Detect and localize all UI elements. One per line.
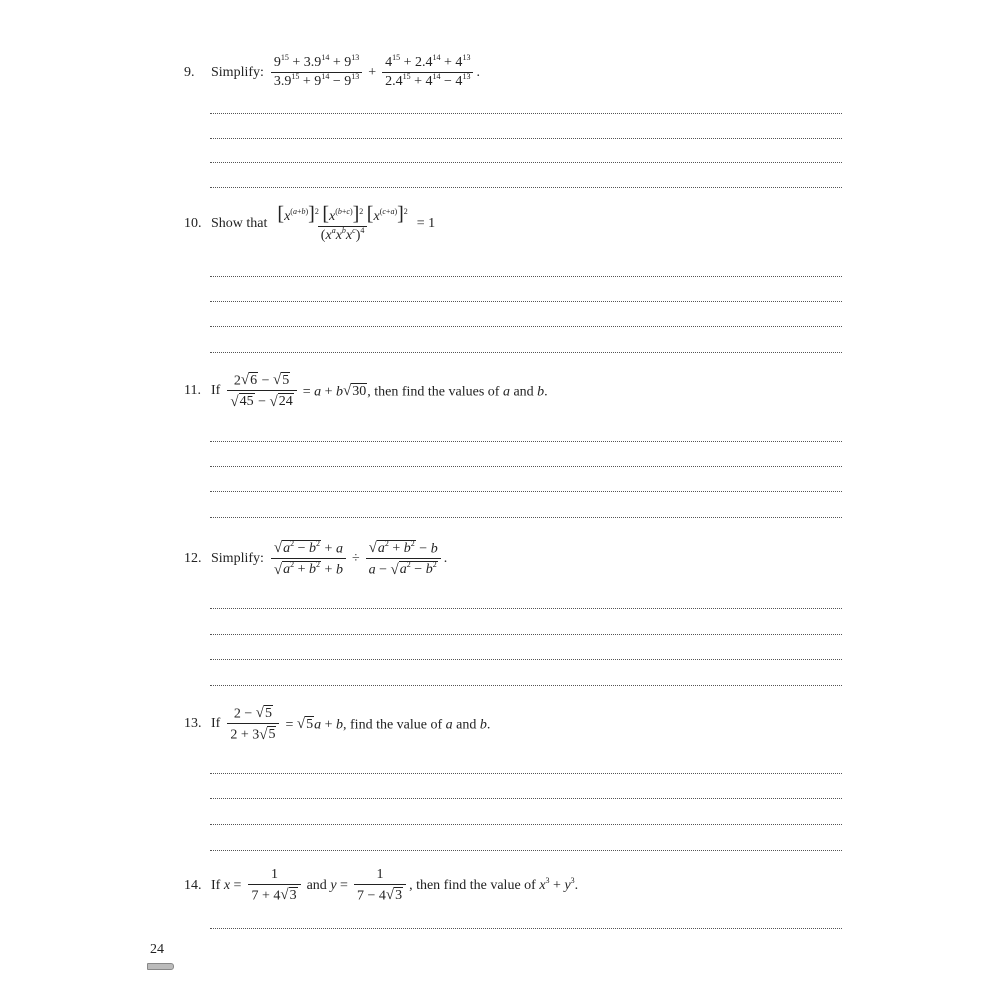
fraction-1 (227, 705, 279, 743)
fraction-2-numerator: 1 (376, 867, 384, 882)
operator: + (368, 64, 377, 80)
question-suffix: = a + b √ 30 , then find the values of a and b. (302, 383, 548, 400)
fraction-2-denominator: a − √ $a^2 - b^2$ (366, 558, 441, 577)
answer-line (210, 824, 842, 825)
question-suffix: = 1 (416, 215, 436, 231)
question-14 (184, 868, 578, 903)
fraction-2-denominator: 7 − 4 √ 3 (354, 884, 406, 903)
fraction-1-numerator: $9^{15} + 3.9^{14} + 9^{13}$ (273, 53, 360, 70)
fraction-1-denominator: 7 + 4 √ 3 (248, 884, 300, 903)
answer-line (210, 326, 842, 327)
question-11 (184, 372, 548, 410)
question-prefix: If x = (211, 877, 242, 893)
answer-line (210, 113, 842, 114)
question-number: 9. (184, 64, 195, 80)
question-number: 10. (184, 215, 202, 231)
fraction-1 (271, 540, 346, 578)
fraction-1-numerator: $[x^{(a+b)}]^2$ $[x^{(b+c)}]^2$ $[x^{(c+a)}]^2$ (277, 203, 408, 225)
answer-line (210, 517, 842, 518)
question-prefix: Simplify: (211, 550, 264, 566)
fraction-1-denominator: √ $a^2 + b^2$ + b (271, 558, 346, 577)
question-suffix: . (476, 64, 480, 80)
answer-line (210, 773, 842, 774)
fraction-2-numerator: √ $a^2 + b^2$ − b (368, 539, 438, 557)
question-prefix: Show that (211, 215, 268, 231)
fraction-1 (227, 372, 296, 410)
fraction-2-denominator: $2.4^{15} + 4^{14} - 4^{13}$ (382, 72, 473, 89)
answer-line (210, 798, 842, 799)
fraction-1-denominator: $(x^ax^bx^c)^4$ (318, 226, 368, 243)
fraction-1 (248, 868, 300, 903)
answer-line (210, 301, 842, 302)
question-prefix: If (211, 382, 221, 398)
fraction-1-numerator: √ $a^2 - b^2$ + a (273, 539, 343, 557)
question-9 (184, 53, 480, 89)
fraction-1-denominator: 2 + 3 √ 5 (227, 723, 279, 742)
answer-line (210, 162, 842, 163)
answer-line (210, 276, 842, 277)
question-12 (184, 540, 447, 578)
answer-line (210, 491, 842, 492)
answer-line (210, 441, 842, 442)
answer-line (210, 850, 842, 851)
answer-line (210, 138, 842, 139)
fraction-1-denominator: $3.9^{15} + 9^{14} - 9^{13}$ (271, 72, 362, 89)
question-10 (184, 204, 435, 243)
question-middle-text: and y = (306, 877, 348, 893)
answer-line (210, 466, 842, 467)
fraction-2-numerator: $4^{15} + 2.4^{14} + 4^{13}$ (385, 53, 471, 70)
question-number: 11. (184, 382, 201, 398)
question-suffix: = √ 5 a + b, find the value of a and b. (285, 716, 491, 733)
answer-line (210, 634, 842, 635)
question-suffix: , then find the value of $x^3 + y^3$. (409, 875, 579, 893)
fraction-2 (354, 868, 406, 903)
answer-line (210, 685, 842, 686)
question-number: 12. (184, 550, 202, 566)
question-number: 13. (184, 715, 202, 731)
question-13 (184, 705, 490, 743)
fraction-1 (271, 53, 362, 89)
answer-line (210, 352, 842, 353)
fraction-2 (366, 540, 441, 578)
answer-line (210, 928, 842, 929)
fraction-1-numerator: 1 (271, 867, 279, 882)
fraction-2 (382, 53, 473, 89)
question-prefix: Simplify: (211, 64, 264, 80)
answer-line (210, 608, 842, 609)
answer-line (210, 659, 842, 660)
question-number: 14. (184, 877, 202, 893)
answer-line (210, 187, 842, 188)
fraction-1-numerator: 2 √ 6 − √ 5 (233, 372, 290, 389)
fraction-1-numerator: 2 − √ 5 (233, 705, 272, 722)
operator: ÷ (351, 550, 360, 566)
fraction-1-denominator: √ 45 − √ 24 (227, 390, 296, 409)
question-prefix: If (211, 715, 221, 731)
page-number: 24 (150, 942, 164, 957)
question-suffix: . (443, 550, 448, 566)
pencil-icon (147, 963, 174, 970)
fraction-1 (274, 204, 410, 243)
